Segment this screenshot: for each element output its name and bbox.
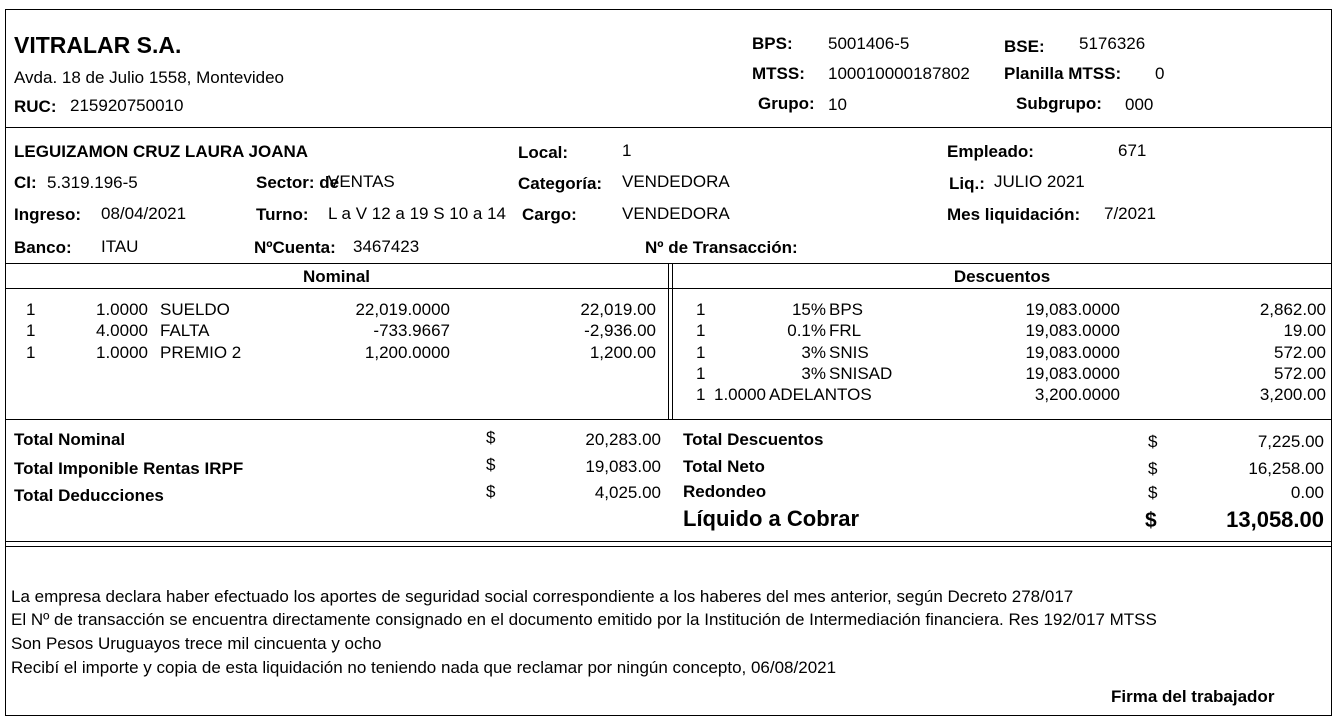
divider-totals-b [5,546,1332,547]
descuento-row-qty: 3% [801,343,826,362]
descuento-row-concept: BPS [829,300,864,319]
descuento-row-base: 19,083.0000 [1025,343,1120,362]
column-divider-b [672,263,673,419]
nominal-header: Nominal [302,267,371,286]
currency-symbol: $ [486,428,496,447]
ruc-label: RUC: [14,97,57,116]
mes-liquidacion-value: 7/2021 [1104,204,1156,223]
local-label: Local: [518,143,569,162]
total-imponible-label: Total Imponible Rentas IRPF [14,459,244,478]
total-deducciones-label: Total Deducciones [14,486,164,505]
descuento-row-amount: 572.00 [1274,343,1326,362]
categoria-label: Categoría: [518,174,603,193]
liquido-value: 13,058.00 [1226,507,1324,532]
nominal-row-qty: 4.0000 [96,321,148,340]
ingreso-value: 08/04/2021 [101,204,187,223]
descuento-row-number: 1 [696,321,706,340]
nominal-row-rate: 1,200.0000 [364,343,450,362]
company-address: Avda. 18 de Julio 1558, Montevideo [14,68,284,87]
descuento-row-number: 1 [696,364,706,383]
footer-amount-words: Son Pesos Uruguayos trece mil cincuenta y ocho [11,634,382,653]
descuento-row-qty: 3% [801,364,826,383]
descuento-row-qty: 1.0000 [714,385,766,404]
company-name: VITRALAR S.A. [14,32,182,58]
bse-value: 5176326 [1079,34,1146,53]
employee-name: LEGUIZAMON CRUZ LAURA JOANA [14,142,309,161]
turno-label: Turno: [256,205,309,224]
liquido-label: Líquido a Cobrar [683,506,859,531]
column-divider-a [668,263,669,419]
bse-label: BSE: [1004,37,1045,56]
ci-label: CI: [14,173,37,192]
bps-label: BPS: [752,34,793,53]
planilla-value: 0 [1155,64,1165,83]
total-descuentos-label: Total Descuentos [683,430,824,449]
banco-value: ITAU [101,237,139,256]
divider-company [5,127,1332,128]
descuento-row-base: 19,083.0000 [1025,364,1120,383]
total-neto-label: Total Neto [683,457,765,476]
sector-label: Sector: de [256,173,340,192]
descuento-row-base: 19,083.0000 [1025,300,1120,319]
planilla-label: Planilla MTSS: [1004,64,1122,83]
categoria-value: VENDEDORA [622,172,730,191]
nominal-row-concept: FALTA [160,321,210,340]
footer-receipt: Recibí el importe y copia de esta liquidación no teniendo nada que reclamar por ningún concepto, 06/08/2021 [11,658,837,677]
descuento-row-number: 1 [696,300,706,319]
empleado-label: Empleado: [947,142,1034,161]
descuento-row-base: 3,200.0000 [1034,385,1120,404]
redondeo-value: 0.00 [1290,483,1324,502]
descuento-row-number: 1 [696,385,706,404]
descuento-row-qty: 15% [791,300,826,319]
divider-totals-a [5,541,1332,542]
currency-symbol: $ [1148,459,1158,478]
footer-declaration: La empresa declara haber efectuado los aportes de seguridad social correspondiente a los haberes del mes anterior, según Decreto 278/017 [11,587,1074,606]
descuento-row-amount: 19.00 [1283,321,1326,340]
nominal-row-number: 1 [26,321,36,340]
descuento-row-qty: 0.1% [787,321,826,340]
descuento-row-amount: 572.00 [1274,364,1326,383]
grupo-label: Grupo: [758,94,815,113]
turno-value: L a V 12 a 19 S 10 a 14 [328,204,507,223]
currency-symbol: $ [1148,483,1158,502]
total-nominal-label: Total Nominal [14,430,126,449]
mtss-label: MTSS: [752,64,805,83]
grupo-value: 10 [828,95,847,114]
descuento-row-amount: 2,862.00 [1259,300,1326,319]
mtss-value: 100010000187802 [828,64,970,83]
ingreso-label: Ingreso: [14,205,82,224]
total-deducciones-value: 4,025.00 [594,483,661,502]
divider-table-body [5,419,1332,420]
currency-symbol: $ [486,455,496,474]
nominal-row-number: 1 [26,300,36,319]
subgrupo-value: 000 [1125,95,1154,114]
banco-label: Banco: [14,238,72,257]
footer-transaction-note: El Nº de transacción se encuentra directamente consignado en el documento emitido por la Institución de Intermediación financiera. Res 192/017 MTSS [11,610,1157,629]
descuento-row-base: 19,083.0000 [1025,321,1120,340]
currency-symbol: $ [486,482,496,501]
sector-value: VENTAS [328,172,395,191]
descuento-row-concept: SNISAD [829,364,893,383]
descuentos-header: Descuentos [953,267,1051,286]
currency-symbol: $ [1148,432,1158,451]
empleado-value: 671 [1118,141,1147,160]
transaccion-label: Nº de Transacción: [645,238,798,257]
nominal-row-rate: 22,019.0000 [355,300,450,319]
total-nominal-value: 20,283.00 [585,430,661,449]
currency-symbol: $ [1145,509,1157,532]
liq-value: JULIO 2021 [994,172,1085,191]
nominal-row-rate: -733.9667 [373,321,450,340]
total-neto-value: 16,258.00 [1248,459,1324,478]
total-imponible-value: 19,083.00 [585,457,661,476]
descuento-row-number: 1 [696,343,706,362]
descuento-row-concept: FRL [829,321,862,340]
descuento-row-concept: SNIS [829,343,869,362]
nominal-row-amount: -2,936.00 [584,321,656,340]
descuento-row-amount: 3,200.00 [1259,385,1326,404]
mes-liquidacion-label: Mes liquidación: [947,205,1081,224]
cargo-label: Cargo: [522,205,577,224]
redondeo-label: Redondeo [683,482,767,501]
descuento-row-concept: ADELANTOS [769,385,872,404]
nominal-row-qty: 1.0000 [96,343,148,362]
ruc-value: 215920750010 [70,96,184,115]
nominal-row-qty: 1.0000 [96,300,148,319]
cuenta-value: 3467423 [353,237,420,256]
cargo-value: VENDEDORA [622,204,730,223]
total-descuentos-value: 7,225.00 [1257,432,1324,451]
liq-label: Liq.: [949,174,985,193]
nominal-row-number: 1 [26,343,36,362]
cuenta-label: NºCuenta: [254,238,336,257]
ci-value: 5.319.196-5 [47,173,138,192]
subgrupo-label: Subgrupo: [1016,94,1102,113]
signature-label: Firma del trabajador [1111,687,1275,706]
nominal-row-concept: SUELDO [160,300,230,319]
bps-value: 5001406-5 [828,34,910,53]
nominal-row-amount: 22,019.00 [580,300,656,319]
nominal-row-concept: PREMIO 2 [160,343,242,362]
local-value: 1 [622,141,632,160]
nominal-row-amount: 1,200.00 [589,343,656,362]
